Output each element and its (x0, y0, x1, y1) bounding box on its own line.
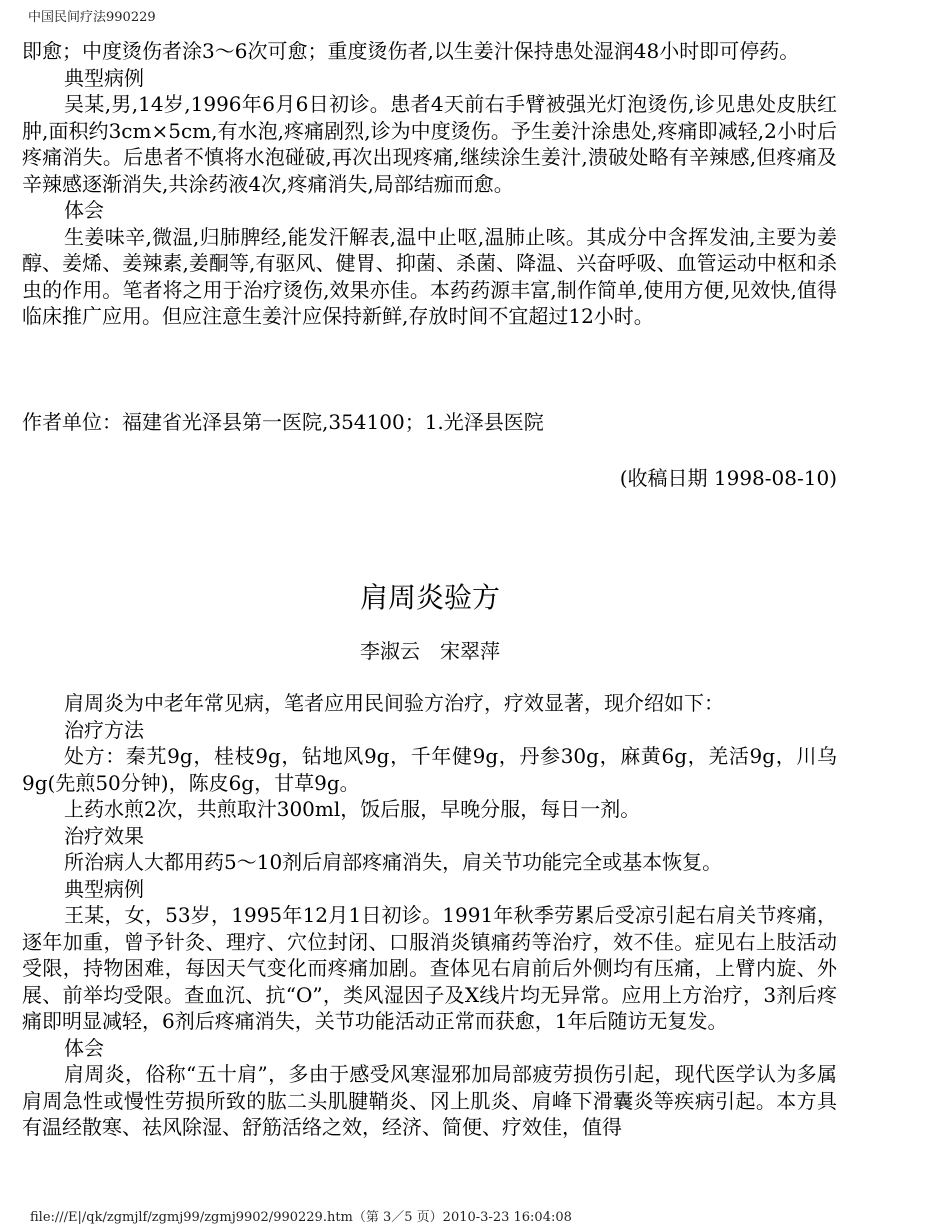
page-footer-url: file:///E|/qk/zgmjlf/zgmj99/zgmj9902/990229.htm（第 3／5 页）2010-3-23 16:04:08 (30, 1210, 572, 1225)
article1-paragraph: 即愈；中度烫伤者涂3～6次可愈；重度烫伤者,以生姜汁保持患处湿润48小时即可停药。 (22, 39, 800, 63)
received-date: (收稿日期 1998-08-10) (619, 466, 837, 490)
article1-section-heading: 体会 (64, 198, 104, 222)
article2-paragraph: 肩周炎为中老年常见病，笔者应用民间验方治疗，疗效显著，现介绍如下： (64, 691, 724, 715)
article1-paragraph: 吴某,男,14岁,1996年6月6日初诊。患者4天前右手臂被强光灯泡烫伤,诊见患处皮肤红肿,面积约3cm×5cm,有水泡,疼痛剧烈,诊为中度烫伤。予生姜汁涂患处,疼痛即减轻,2小时后疼痛消失。后患者不慎将水泡碰破,再次出现疼痛,继续涂生姜汁,溃破处略有辛辣感,但疼痛及辛辣感逐渐消失,共涂药液4次,疼痛消失,局部结痂而愈。 (22, 92, 837, 196)
article2-paragraph: 肩周炎，俗称“五十肩”，多由于感受风寒湿邪加局部疲劳损伤引起，现代医学认为多属肩周急性或慢性劳损所致的肱二头肌腱鞘炎、冈上肌炎、肩峰下滑囊炎等疾病引起。本方具有温经散寒、祛风除湿、舒筋活络之效，经济、简便、疗效佳，值得 (22, 1062, 837, 1139)
article2-paragraph: 王某，女，53岁，1995年12月1日初诊。1991年秋季劳累后受凉引起右肩关节疼痛，逐年加重，曾予针灸、理疗、穴位封闭、口服消炎镇痛药等治疗，效不佳。症见右上肢活动受限，持物困难，每因天气变化而疼痛加剧。查体见右肩前后外侧均有压痛，上臂内旋、外展、前举均受限。查血沉、抗“O”，类风湿因子及X线片均无异常。应用上方治疗，3剂后疼痛即明显减轻，6剂后疼痛消失，关节功能活动正常而获愈，1年后随访无复发。 (22, 903, 837, 1033)
article-title: 肩周炎验方 (359, 581, 500, 614)
article1-paragraph: 生姜味辛,微温,归肺脾经,能发汗解表,温中止呕,温肺止咳。其成分中含挥发油,主要为姜醇、姜烯、姜辣素,姜酮等,有驱风、健胃、抑菌、杀菌、降温、兴奋呼吸、血管运动中枢和杀虫的作用。笔者将之用于治疗烫伤,效果亦佳。本药药源丰富,制作简单,使用方便,见效快,值得临床推广应用。但应注意生姜汁应保持新鲜,存放时间不宜超过12小时。 (22, 224, 837, 328)
article2-section-heading: 治疗方法 (64, 717, 144, 742)
article2-paragraph: 上药水煎2次，共煎取汁300ml，饭后服，早晚分服，每日一剂。 (64, 797, 641, 821)
article2-body (22, 690, 837, 1141)
article2-section-heading: 治疗效果 (64, 823, 144, 848)
article2-section-heading: 体会 (64, 1035, 104, 1060)
article1-section-heading: 典型病例 (64, 65, 144, 90)
article1-body (22, 38, 837, 330)
article-authors: 李淑云 宋翠萍 (360, 639, 500, 663)
page-header-source: 中国民间疗法990229 (28, 10, 156, 25)
article2-section-heading: 典型病例 (64, 876, 144, 901)
author-affiliation: 作者单位：福建省光泽县第一医院,354100；1.光泽县医院 (22, 410, 544, 434)
article2-paragraph: 处方：秦艽9g，桂枝9g，钻地风9g，千年健9g，丹参30g，麻黄6g，羌活9g，川乌9g(先煎50分钟)，陈皮6g，甘草9g。 (22, 744, 837, 795)
article2-paragraph: 所治病人大都用药5～10剂后肩部疼痛消失，肩关节功能完全或基本恢复。 (64, 850, 723, 874)
